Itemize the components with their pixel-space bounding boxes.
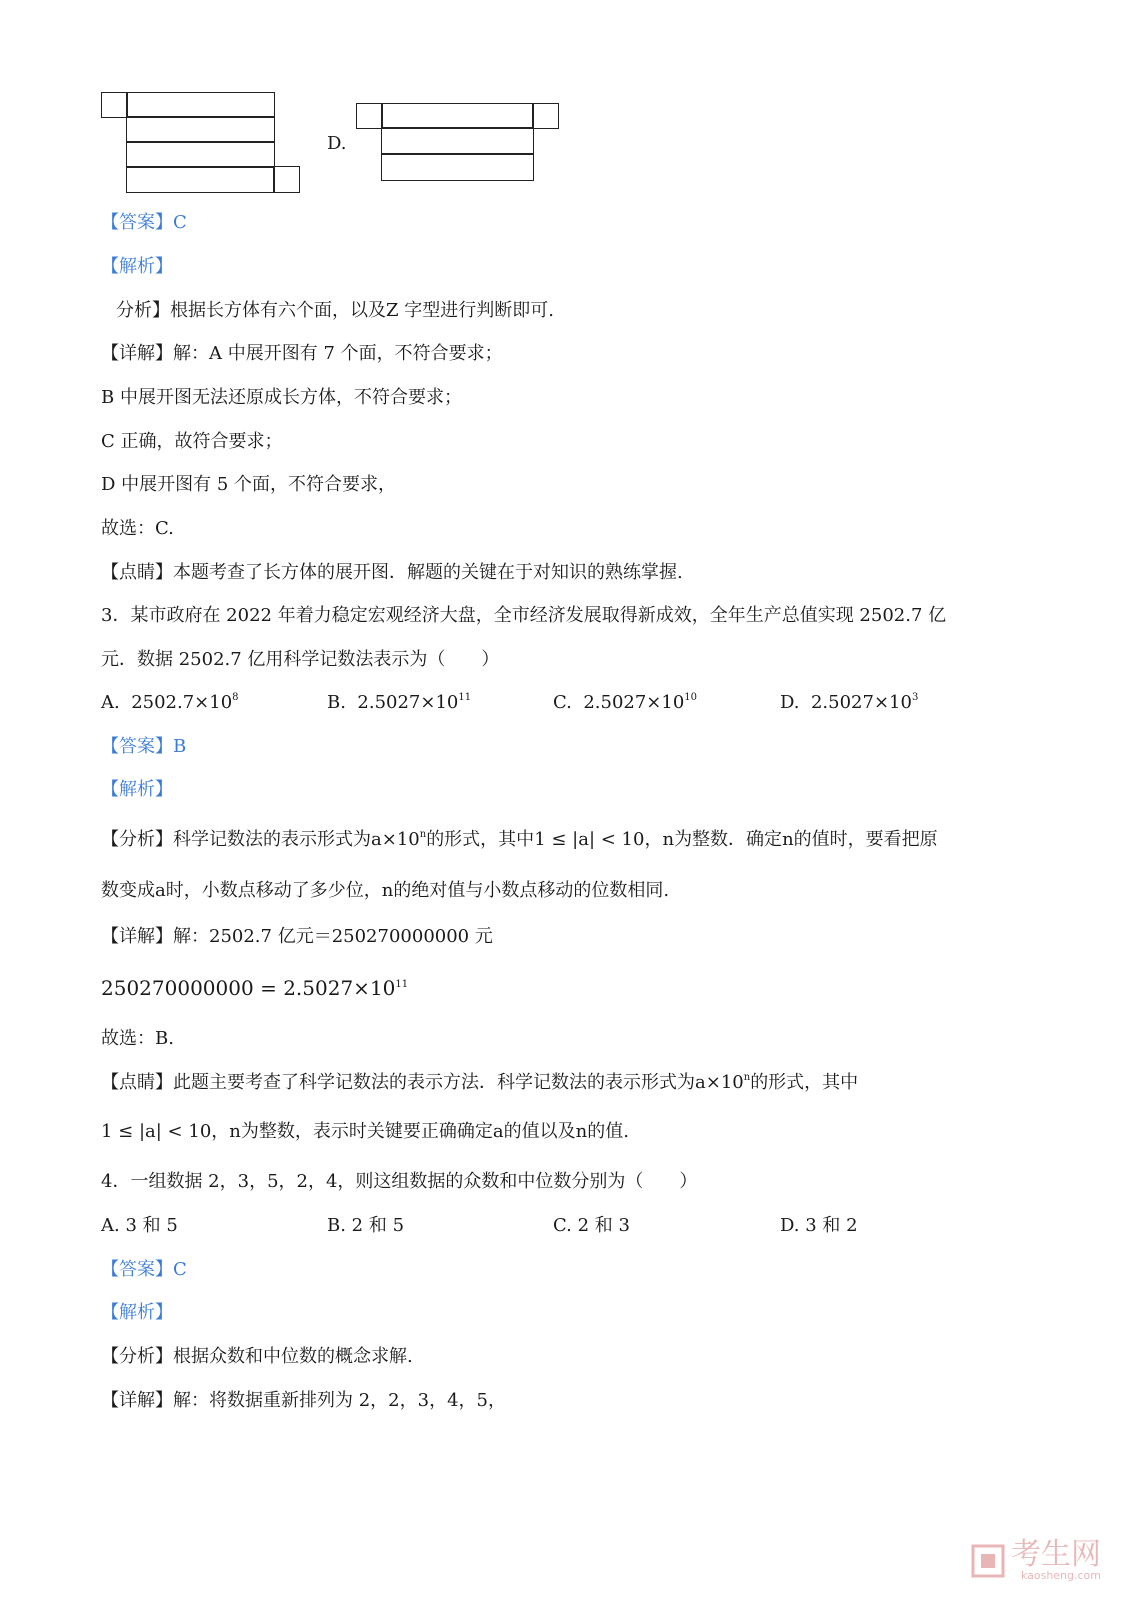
net-c-square-left bbox=[101, 92, 128, 118]
q2-analysis-label: 【解析】 bbox=[101, 256, 173, 277]
watermark-text: 考生网 bbox=[1011, 1537, 1101, 1572]
q2-detail-4: D 中展开图有 5 个面，不符合要求， bbox=[101, 474, 397, 495]
q2-comment: 【点睛】本题考查了长方体的展开图．解题的关键在于对知识的熟练掌握. bbox=[101, 562, 683, 583]
watermark-subtext: kaosheng.com bbox=[1020, 1569, 1101, 1582]
q4-analysis-label: 【解析】 bbox=[101, 1302, 173, 1323]
q4-stem: 4．一组数据 2，3，5，2，4，则这组数据的众数和中位数分别为（ ） bbox=[101, 1171, 698, 1192]
q4-answer: 【答案】C bbox=[101, 1259, 187, 1280]
q2-detail-2: B 中展开图无法还原成长方体，不符合要求； bbox=[101, 387, 462, 408]
net-d-rect-2 bbox=[381, 127, 534, 155]
q3-answer: 【答案】B bbox=[101, 736, 187, 757]
q3-choose: 故选：B. bbox=[101, 1028, 174, 1049]
q4-option-a[interactable]: A. 3 和 5 bbox=[101, 1215, 178, 1236]
net-c-rect-3 bbox=[126, 141, 275, 168]
q3-analysis-1: 【分析】科学记数法的表示形式为$a\times 10^n$的形式，其中1 ≤ |a| < 10，n为整数．确定n的值时，要看把原 bbox=[101, 829, 938, 850]
option-d-label: D. bbox=[327, 133, 347, 154]
q2-detail-1: 【详解】解：A 中展开图有 7 个面，不符合要求； bbox=[101, 343, 503, 364]
q3-comment-2: 1 ≤ |a| < 10，n为整数，表示时关键要正确确定a的值以及n的值. bbox=[101, 1121, 629, 1142]
q2-choose: 故选：C. bbox=[101, 518, 174, 539]
q3-detail-2: $250270000000 = 2.5027\times 10^{11}$ bbox=[101, 976, 409, 1000]
q4-option-b[interactable]: B. 2 和 5 bbox=[327, 1215, 405, 1236]
q3-option-b[interactable]: B. $2.5027\times 10^{11}$ bbox=[327, 692, 472, 713]
q4-analysis: 【分析】根据众数和中位数的概念求解. bbox=[101, 1346, 413, 1367]
q2-detail-3: C 正确，故符合要求； bbox=[101, 431, 283, 452]
q3-comment-1: 【点睛】此题主要考查了科学记数法的表示方法．科学记数法的表示形式为$a\times 10^n$的形式，其中 bbox=[101, 1072, 859, 1093]
net-c-rect-1 bbox=[126, 92, 275, 118]
q4-option-d[interactable]: D. 3 和 2 bbox=[780, 1215, 858, 1236]
q3-option-c[interactable]: C. $2.5027\times 10^{10}$ bbox=[553, 692, 698, 713]
net-d-rect-3 bbox=[381, 153, 534, 181]
q3-stem-1: 3．某市政府在 2022 年着力稳定宏观经济大盘，全市经济发展取得新成效，全年生产总值实现 2502.7 亿 bbox=[101, 605, 947, 626]
q3-analysis-2: 数变成a时，小数点移动了多少位，n的绝对值与小数点移动的位数相同. bbox=[101, 880, 670, 901]
q4-option-c[interactable]: C. 2 和 3 bbox=[553, 1215, 630, 1236]
q3-stem-2: 元．数据 2502.7 亿用科学记数法表示为（ ） bbox=[101, 649, 500, 670]
kaosheng-logo-icon bbox=[971, 1544, 1005, 1578]
q4-detail: 【详解】解：将数据重新排列为 2，2，3，4，5， bbox=[101, 1390, 506, 1411]
q3-analysis-label: 【解析】 bbox=[101, 779, 173, 800]
q2-answer: 【答案】C bbox=[101, 212, 187, 233]
q3-option-d[interactable]: D. $2.5027\times 10^3$ bbox=[780, 692, 919, 713]
net-d-rect-1 bbox=[381, 103, 534, 129]
net-d-square-left bbox=[356, 103, 383, 129]
q3-detail-1: 【详解】解：2502.7 亿元＝250270000000 元 bbox=[101, 926, 493, 947]
net-c-square-right bbox=[273, 166, 300, 193]
q2-analysis: 分析】根据长方体有六个面，以及Z 字型进行判断即可. bbox=[116, 300, 554, 321]
net-d-square-right bbox=[532, 103, 559, 129]
net-c-rect-2 bbox=[126, 116, 275, 143]
q3-option-a[interactable]: A. $2502.7\times 10^8$ bbox=[101, 692, 239, 713]
net-c-rect-4 bbox=[126, 166, 275, 193]
watermark bbox=[971, 1537, 1101, 1582]
